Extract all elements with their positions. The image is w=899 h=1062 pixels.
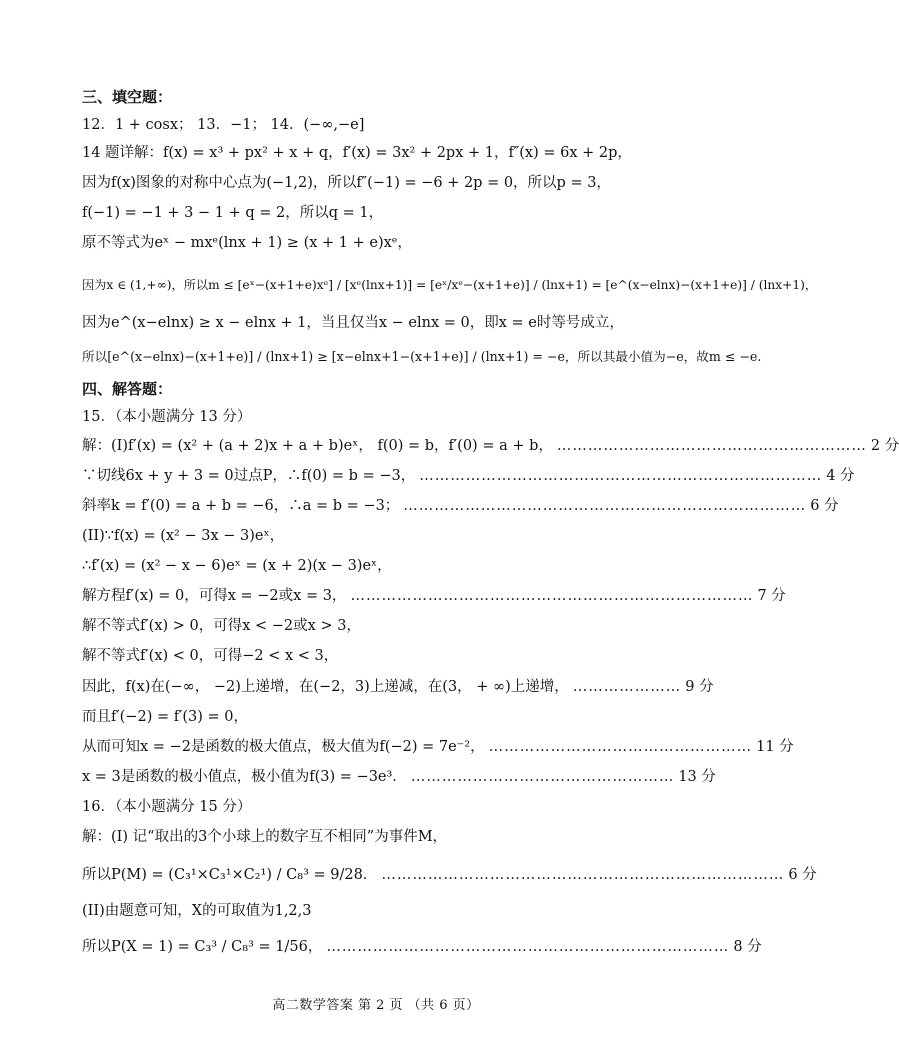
section-solve-heading: 四、解答题： (82, 380, 173, 398)
q15-line (82, 495, 839, 517)
score-label: 6 分 (788, 867, 817, 883)
leader-dots: …………………………………………… (410, 769, 675, 785)
q15-line (82, 736, 794, 758)
q15-line-text: x = 3是函数的极小值点，极小值为f(3) = −3e³． (82, 769, 407, 785)
q15-line (82, 766, 716, 788)
q16-line (82, 900, 666, 922)
q14-line-1: 14 题详解：f(x) = x³ + px² + x + q，f′(x) = 3x² + 2px + 1，f″(x) = 6x + 2p， (82, 145, 632, 161)
q14-line-2: 因为f(x)图象的对称中心点为(−1,2)，所以f″(−1) = −6 + 2p = 0，所以p = 3， (82, 175, 611, 191)
q15-line-text: ∵切线6x + y + 3 = 0过点P，∴f(0) = b = −3， (82, 468, 416, 484)
q14-line-6: 因为e^(x−elnx) ≥ x − elnx + 1，当且仅当x − elnx = 0，即x = e时等号成立， (82, 315, 624, 331)
q15-line-text: 斜率k = f′(0) = a + b = −6，∴a = b = −3； (82, 498, 400, 514)
score-label: 4 分 (826, 468, 855, 484)
q15-line-text: 从而可知x = −2是函数的极大值点，极大值为f(−2) = 7e⁻²， (82, 739, 485, 755)
leader-dots: …………………………………………………………………… (403, 498, 807, 514)
q15-line (82, 706, 666, 728)
score-label: 11 分 (756, 739, 794, 755)
q15-line (82, 555, 666, 577)
q15-line (82, 645, 666, 667)
score-label: 8 分 (733, 939, 762, 955)
q15-line-text: 因此，f(x)在(−∞， −2)上递增，在(−2，3)上递减，在(3， + ∞)上递增， (82, 679, 569, 695)
page-footer: 高二数学答案 第 2 页 （共 6 页） (272, 998, 480, 1013)
score-label: 7 分 (757, 588, 786, 604)
q15-line-text: 解方程f′(x) = 0，可得x = −2或x = 3， (82, 588, 347, 604)
score-label: 6 分 (810, 498, 839, 514)
q15-line-text: 解不等式f′(x) < 0，可得−2 < x < 3， (82, 648, 339, 664)
q15-line (82, 465, 855, 487)
q16-title: 16．（本小题满分 15 分） (82, 799, 252, 815)
q14-line-5: 因为x ∈ (1,+∞)，所以m ≤ [eˣ−(x+1+e)xᵉ] / [xᵉ(lnx+1)] = [eˣ/xᵉ−(x+1+e)] / (lnx+1) = [e^(x−elnx)−(x+1+e)] / (lnx+1)， (82, 278, 818, 292)
q15-title: 15．（本小题满分 13 分） (82, 409, 252, 425)
q16-line-text: 所以P(X = 1) = C₃³ / C₈³ = 1/56， (82, 939, 323, 955)
leader-dots: …………………………………………………………………… (350, 588, 754, 604)
leader-dots: …………………………………………………… (556, 438, 867, 454)
q15-line-text: 解：(I)f′(x) = (x² + (a + 2)x + a + b)eˣ， f(0) = b，f′(0) = a + b， (82, 438, 553, 454)
q16-line-text: (II)由题意可知，X的可取值为1,2,3 (82, 903, 312, 919)
q15-line-text: (II)∵f(x) = (x² − 3x − 3)eˣ， (82, 528, 285, 544)
q15-line (82, 615, 666, 637)
q16-line (82, 826, 666, 848)
q14-line-4: 原不等式为eˣ − mxᵉ(lnx + 1) ≥ (x + 1 + e)xᵉ， (82, 235, 412, 251)
leader-dots: …………………………………………………………………… (419, 468, 823, 484)
q15-line (82, 676, 714, 698)
q15-line (82, 585, 786, 607)
q14-line-3: f(−1) = −1 + 3 − 1 + q = 2，所以q = 1， (82, 205, 384, 221)
q15-line-text: ∴f′(x) = (x² − x − 6)eˣ = (x + 2)(x − 3)eˣ， (82, 558, 392, 574)
q15-line (82, 435, 899, 457)
q15-line (82, 525, 666, 547)
q16-line (82, 936, 762, 958)
score-label: 2 分 (870, 438, 899, 454)
q15-line-text: 而且f′(−2) = f′(3) = 0， (82, 709, 249, 725)
q16-line (82, 864, 817, 886)
q14-line-7: 所以[e^(x−elnx)−(x+1+e)] / (lnx+1) ≥ [x−elnx+1−(x+1+e)] / (lnx+1) = −e，所以其最小值为−e，故m ≤ −e. (82, 349, 762, 364)
fill-answers-line: 12．1 + cosx； 13．−1； 14．(−∞,−e] (82, 117, 365, 133)
score-label: 9 分 (685, 679, 714, 695)
q15-line-text: 解不等式f′(x) > 0，可得x < −2或x > 3， (82, 618, 361, 634)
leader-dots: ………………… (572, 679, 682, 695)
leader-dots: …………………………………………………………………… (326, 939, 730, 955)
section-fill-heading: 三、填空题： (82, 88, 173, 106)
q16-line-text: 解：(I) 记“取出的3个小球上的数字互不相同”为事件M， (82, 829, 448, 845)
q16-line-text: 所以P(M) = (C₃¹×C₃¹×C₂¹) / C₈³ = 9/28． (82, 867, 378, 883)
score-label: 13 分 (678, 769, 716, 785)
leader-dots: …………………………………………… (488, 739, 753, 755)
leader-dots: …………………………………………………………………… (381, 867, 785, 883)
